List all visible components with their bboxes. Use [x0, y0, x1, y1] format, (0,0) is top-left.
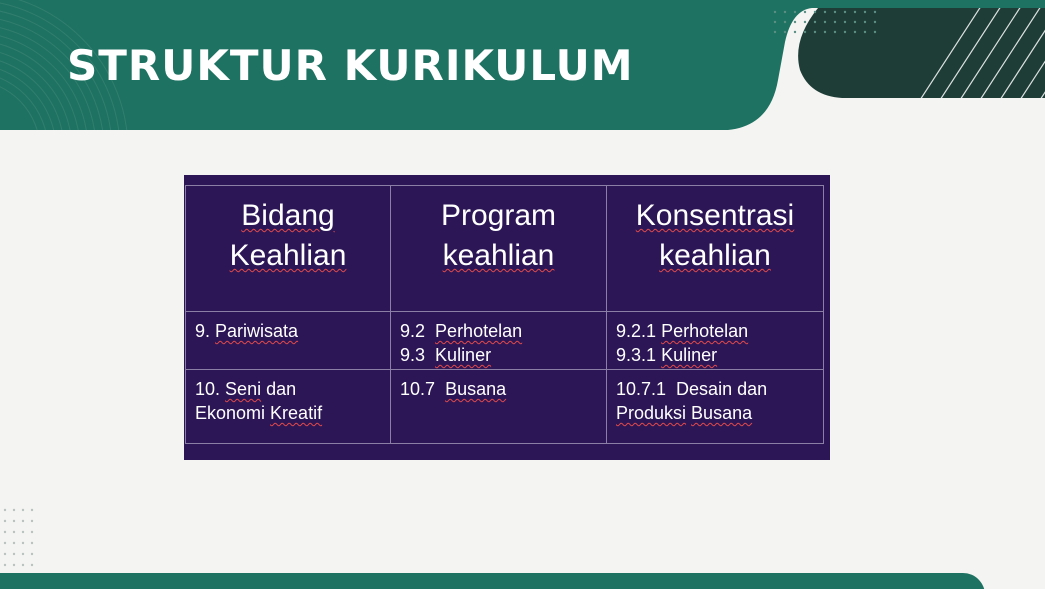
header-konsentrasi-keahlian: [607, 186, 824, 312]
cell-line: [195, 401, 382, 425]
item-name: Perhotelan: [661, 321, 749, 341]
item-name: Kuliner: [661, 345, 718, 365]
curriculum-table: [185, 185, 824, 444]
header-program-keahlian: [391, 186, 607, 312]
item-number: 9.2: [400, 321, 426, 341]
header-bidang-line1: Bidang: [241, 199, 335, 232]
item-name: Pariwisata: [215, 321, 299, 341]
item-number: 9.3.1: [616, 345, 657, 365]
cell-line: 10.7.1 Desain dan: [616, 379, 768, 399]
item-text: Ekonomi: [195, 403, 266, 423]
cell-konsentrasi: [607, 312, 824, 370]
slide-title: STRUKTUR KURIKULUM: [67, 41, 634, 90]
item-name: Kuliner: [435, 345, 492, 365]
cell-line: [195, 319, 382, 343]
item-name: Seni: [225, 379, 262, 399]
item-number: 10.: [195, 379, 221, 399]
header-program-line1: Program: [440, 199, 557, 232]
item-name: Kreatif: [270, 403, 323, 423]
cell-program: [391, 312, 607, 370]
header-bidang-keahlian: [186, 186, 391, 312]
cell-line: [400, 377, 598, 401]
footer-band: [0, 573, 985, 589]
curriculum-table-panel: [184, 175, 830, 460]
item-text: dan: [266, 379, 297, 399]
item-number: 9.3: [400, 345, 426, 365]
table-row: [186, 312, 824, 370]
item-name: Busana: [445, 379, 507, 399]
dot-grid-bottom: [4, 509, 33, 566]
item-number: 9.2.1: [616, 321, 657, 341]
cell-line: [616, 401, 815, 425]
header-konsentrasi-line1: Konsentrasi: [635, 199, 795, 232]
cell-program: [391, 370, 607, 444]
header-bidang-line2: Keahlian: [229, 239, 347, 272]
item-number: 9.: [195, 321, 211, 341]
table-row: [186, 370, 824, 444]
cell-bidang: [186, 370, 391, 444]
cell-line: [400, 319, 598, 343]
cell-konsentrasi: [607, 370, 824, 444]
cell-line: [616, 343, 815, 367]
item-name: Perhotelan: [435, 321, 523, 341]
cell-line: [616, 319, 815, 343]
header-konsentrasi-line2: keahlian: [659, 239, 771, 272]
item-name: Busana: [691, 403, 753, 423]
cell-line: [195, 377, 382, 401]
cell-bidang: [186, 312, 391, 370]
cell-line: [400, 343, 598, 367]
table-header-row: [186, 186, 824, 312]
header-program-line2: keahlian: [442, 239, 555, 272]
item-name: Produksi: [616, 403, 687, 423]
item-number: 10.7: [400, 379, 436, 399]
